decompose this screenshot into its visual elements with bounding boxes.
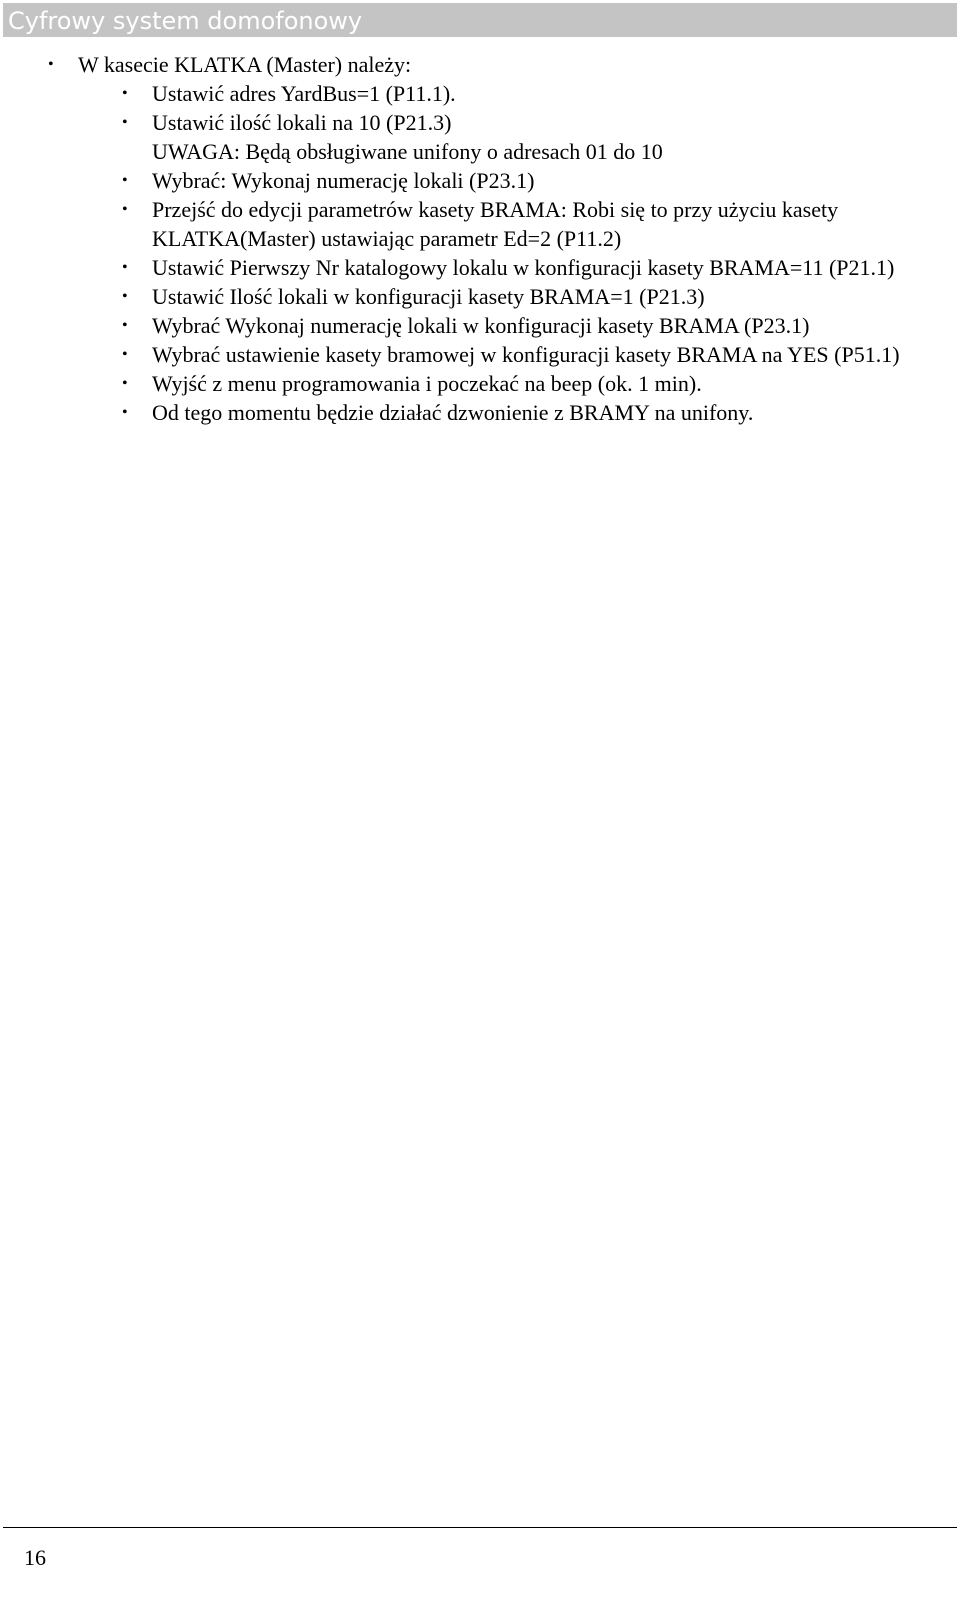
list-item-text: Wybrać ustawienie kasety bramowej w konfiguracji kasety BRAMA na YES (P51.1) <box>152 342 900 367</box>
bullet-icon: • <box>122 85 128 102</box>
list-item <box>122 79 942 108</box>
list-item <box>122 340 942 369</box>
document-body <box>0 50 960 427</box>
sub-list <box>0 79 960 427</box>
list-item-text: Ustawić Ilość lokali w konfiguracji kasety BRAMA=1 (P21.3) <box>152 284 705 309</box>
list-item-text: Wybrać: Wykonaj numerację lokali (P23.1) <box>152 168 535 193</box>
list-item-text: Od tego momentu będzie działać dzwonienie z BRAMY na unifony. <box>152 400 754 425</box>
bullet-icon: • <box>122 201 128 218</box>
list-item <box>122 166 942 195</box>
main-list-item <box>48 50 960 79</box>
bullet-icon: • <box>122 404 128 421</box>
list-item-text: Ustawić Pierwszy Nr katalogowy lokalu w konfiguracji kasety BRAMA=11 (P21.1) <box>152 255 895 280</box>
list-item-text: Ustawić ilość lokali na 10 (P21.3) <box>152 110 452 135</box>
bullet-icon: • <box>122 172 128 189</box>
footer-divider <box>3 1527 957 1528</box>
list-item <box>122 253 942 282</box>
header-bar <box>3 3 957 37</box>
bullet-icon: • <box>122 317 128 334</box>
bullet-icon: • <box>48 56 54 73</box>
page-number: 16 <box>24 1545 46 1570</box>
bullet-icon: • <box>122 288 128 305</box>
list-item <box>122 108 942 137</box>
intro-text: W kasecie KLATKA (Master) należy: <box>78 52 412 77</box>
list-item-text: Ustawić adres YardBus=1 (P11.1). <box>152 81 456 106</box>
list-item <box>122 195 942 253</box>
list-item <box>122 398 942 427</box>
list-item <box>152 137 942 166</box>
bullet-icon: • <box>122 375 128 392</box>
bullet-icon: • <box>122 114 128 131</box>
list-item <box>122 282 942 311</box>
list-item <box>122 311 942 340</box>
list-item-text: Wybrać Wykonaj numerację lokali w konfiguracji kasety BRAMA (P23.1) <box>152 313 810 338</box>
document-title: Cyfrowy system domofonowy <box>8 7 363 35</box>
list-item-text: UWAGA: Będą obsługiwane unifony o adresach 01 do 10 <box>152 139 663 164</box>
bullet-icon: • <box>122 259 128 276</box>
list-item-text: Przejść do edycji parametrów kasety BRAMA: Robi się to przy użyciu kasety KLATKA(Master) ustawiając parametr Ed=2 (P11.2) <box>152 197 839 251</box>
bullet-icon: • <box>122 346 128 363</box>
list-item-text: Wyjść z menu programowania i poczekać na beep (ok. 1 min). <box>152 371 702 396</box>
list-item <box>122 369 942 398</box>
